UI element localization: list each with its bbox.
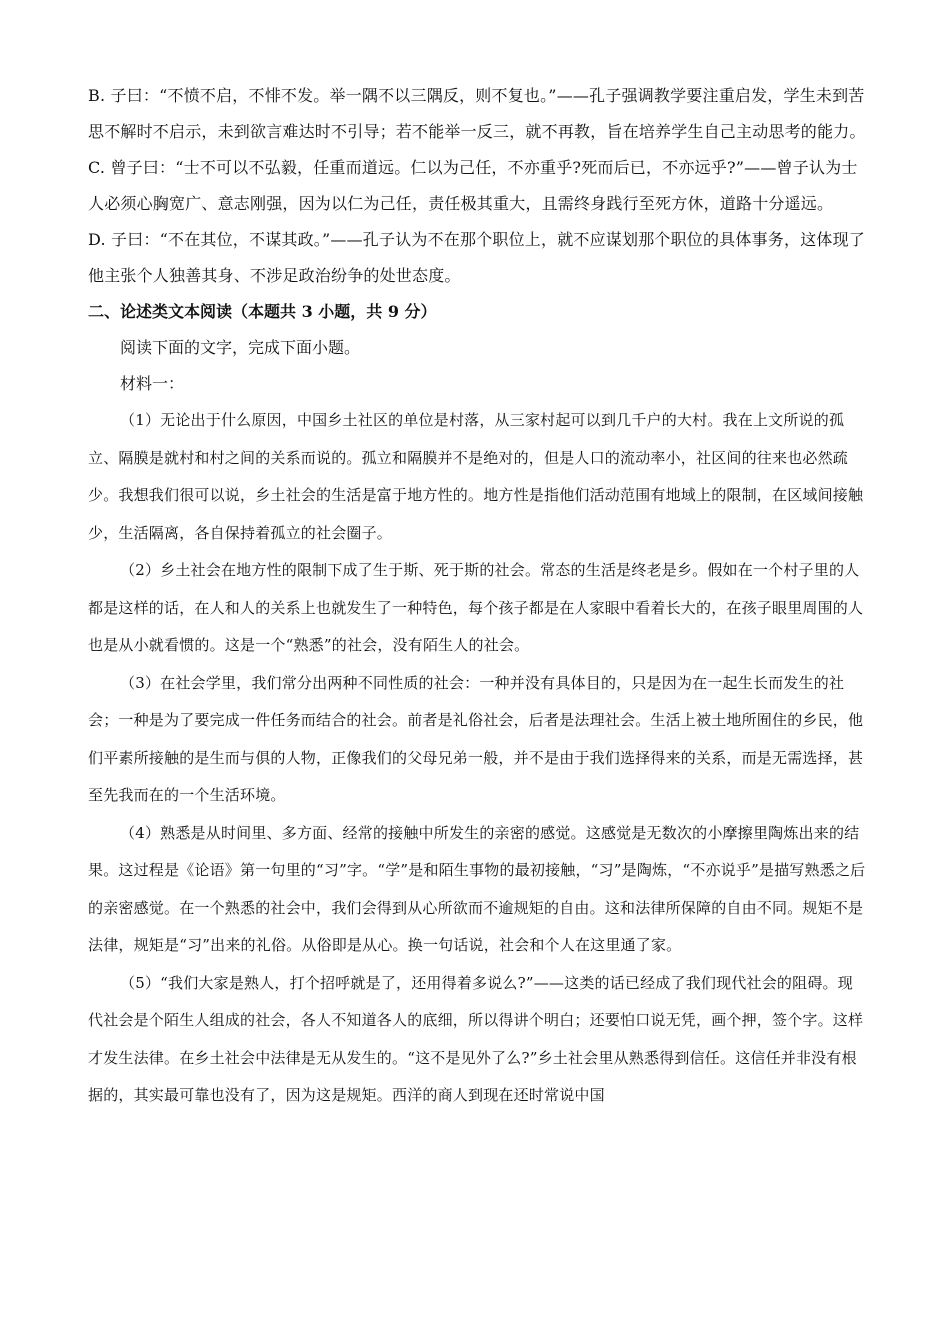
paragraph-5: （5）“我们大家是熟人，打个招呼就是了，还用得着多说么?”——这类的话已经成了我们现代社会的阻碍。现代社会是个陌生人组成的社会，各人不知道各人的底细，所以得讲个明白；还要怕口说无凭，画个押，签个字。这样才发生法律。在乡土社会中法律是无从发生的。“这不是见外了么?”乡土社会里从熟悉得到信任。这信任并非没有根据的，其实最可靠也没有了，因为这是规矩。西洋的商人到现在还时常说中国 [88, 973, 864, 1104]
paragraph-2: （2）乡土社会在地方性的限制下成了生于斯、死于斯的社会。常态的生活是终老是乡。假如在一个村子里的人都是这样的话，在人和人的关系上也就发生了一种特色，每个孩子都是在人家眼中看着长大的，在孩子眼里周围的人也是从小就看惯的。这是一个“熟悉”的社会，没有陌生人的社会。 [88, 561, 864, 654]
option-c: C. 曾子曰：“士不可以不弘毅，任重而道远。仁以为己任，不亦重乎?死而后已，不亦远乎?”——曾子认为士人必须心胸宽广、意志刚强，因为以仁为己任，责任极其重大，且需终身践行至死方休，道路十分遥远。 [88, 158, 858, 213]
paragraph-3: （3）在社会学里，我们常分出两种不同性质的社会：一种并没有具体目的，只是因为在一起生长而发生的社会；一种是为了要完成一件任务而结合的社会。前者是礼俗社会，后者是法理社会。生活上被土地所囿住的乡民，他们平素所接触的是生而与俱的人物，正像我们的父母兄弟一般，并不是由于我们选择得来的关系，而是无需选择，甚至先我而在的一个生活环境。 [88, 673, 864, 804]
paragraph-1: （1）无论出于什么原因，中国乡土社区的单位是村落，从三家村起可以到几千户的大村。我在上文所说的孤立、隔膜是就村和村之间的关系而说的。孤立和隔膜并不是绝对的，但是人口的流动率小，社区间的往来也必然疏少。我想我们很可以说，乡土社会的生活是富于地方性的。地方性是指他们活动范围有地域上的限制，在区域间接触少，生活隔离，各自保持着孤立的社会圈子。 [88, 411, 864, 542]
material-label: 材料一： [120, 374, 185, 393]
paragraph-4: （4）熟悉是从时间里、多方面、经常的接触中所发生的亲密的感觉。这感觉是无数次的小摩擦里陶炼出来的结果。这过程是《论语》第一句里的“习”字。“学”是和陌生事物的最初接触，“习”是陶炼，“不亦说乎”是描写熟悉之后的亲密感觉。在一个熟悉的社会中，我们会得到从心所欲而不逾规矩的自由。这和法律所保障的自由不同。规矩不是法律，规矩是“习”出来的礼俗。从俗即是从心。换一句话说，社会和个人在这里通了家。 [88, 823, 866, 954]
option-b: B. 子曰：“不愤不启，不悱不发。举一隅不以三隅反，则不复也。”——孔子强调教学要注重启发，学生未到苦思不解时不启示，未到欲言难达时不引导；若不能举一反三，就不再教，旨在培养学生自己主动思考的能力。 [88, 86, 866, 141]
instruction-text: 阅读下面的文字，完成下面小题。 [120, 338, 361, 357]
option-d: D. 子曰：“不在其位，不谋其政。”——孔子认为不在那个职位上，就不应谋划那个职位的具体事务，这体现了他主张个人独善其身、不涉足政治纷争的处世态度。 [88, 230, 865, 285]
page-content [88, 78, 868, 1115]
section-heading: 二、论述类文本阅读（本题共 3 小题，共 9 分） [88, 302, 437, 321]
